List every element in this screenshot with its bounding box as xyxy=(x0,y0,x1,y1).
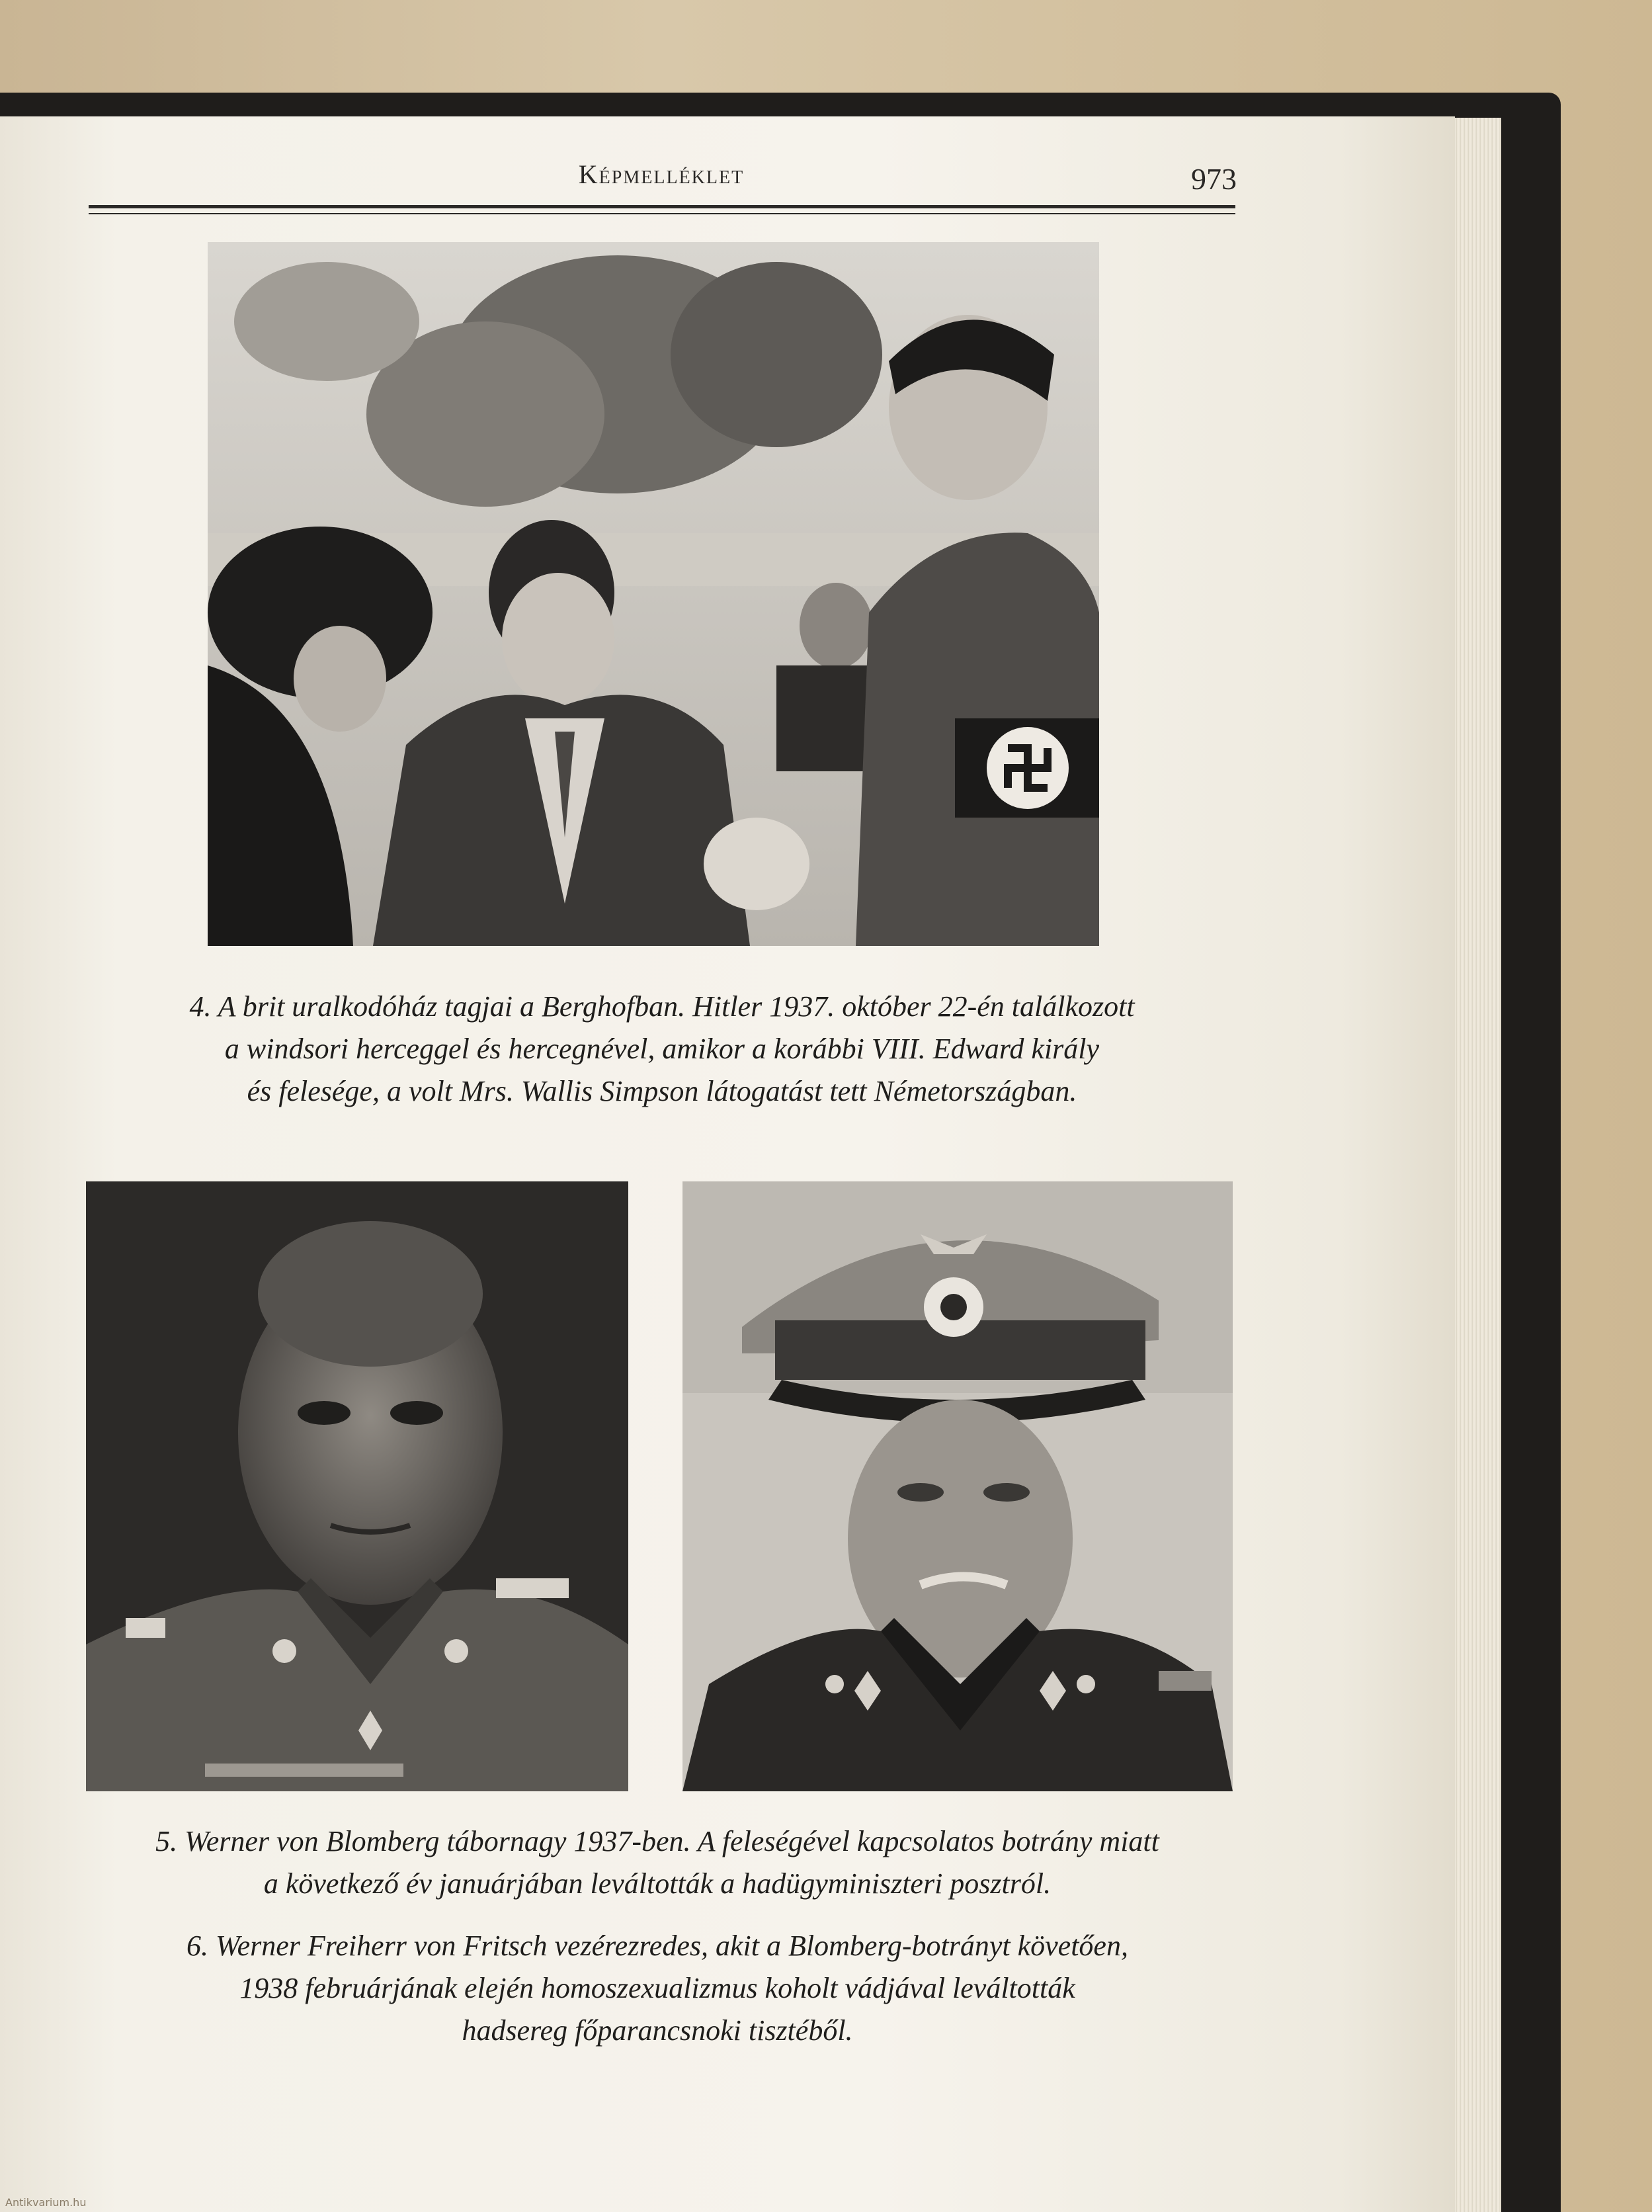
page-number: 973 xyxy=(1191,162,1237,196)
watermark: Antikvarium.hu xyxy=(5,2196,87,2209)
header-rule-thick xyxy=(89,205,1235,208)
caption-line: 4. A brit uralkodóház tagjai a Berghofban. Hitler 1937. október 22-én találkozott xyxy=(189,990,1135,1023)
caption-line: és felesége, a volt Mrs. Wallis Simpson látogatást tett Németországban. xyxy=(247,1075,1077,1107)
caption-line: 6. Werner Freiherr von Fritsch vezérezredes, akit a Blomberg-botrányt követően, xyxy=(186,1930,1128,1962)
caption-line: a windsori herceggel és hercegnével, amikor a korábbi VIII. Edward király xyxy=(224,1033,1100,1065)
photo-figure-5 xyxy=(86,1181,628,1791)
caption-line: a következő év januárjában leváltották a hadügyminiszteri posztról. xyxy=(263,1867,1052,1900)
running-head-title: Képmelléklet xyxy=(578,159,745,189)
caption-line: hadsereg főparancsnoki tisztéből. xyxy=(462,2014,853,2047)
caption-line: 1938 februárjának elején homoszexualizmus koholt vádjával leváltották xyxy=(239,1972,1075,2004)
photo-figure-4 xyxy=(208,242,1099,946)
caption-figure-5 xyxy=(75,1820,1239,1905)
running-head xyxy=(86,149,1237,196)
caption-figure-6 xyxy=(75,1925,1239,2052)
photo-figure-6 xyxy=(682,1181,1233,1791)
caption-line: 5. Werner von Blomberg tábornagy 1937-ben. A feleségével kapcsolatos botrány miatt xyxy=(155,1825,1159,1857)
caption-figure-4 xyxy=(89,986,1235,1113)
header-rule-thin xyxy=(89,213,1235,214)
